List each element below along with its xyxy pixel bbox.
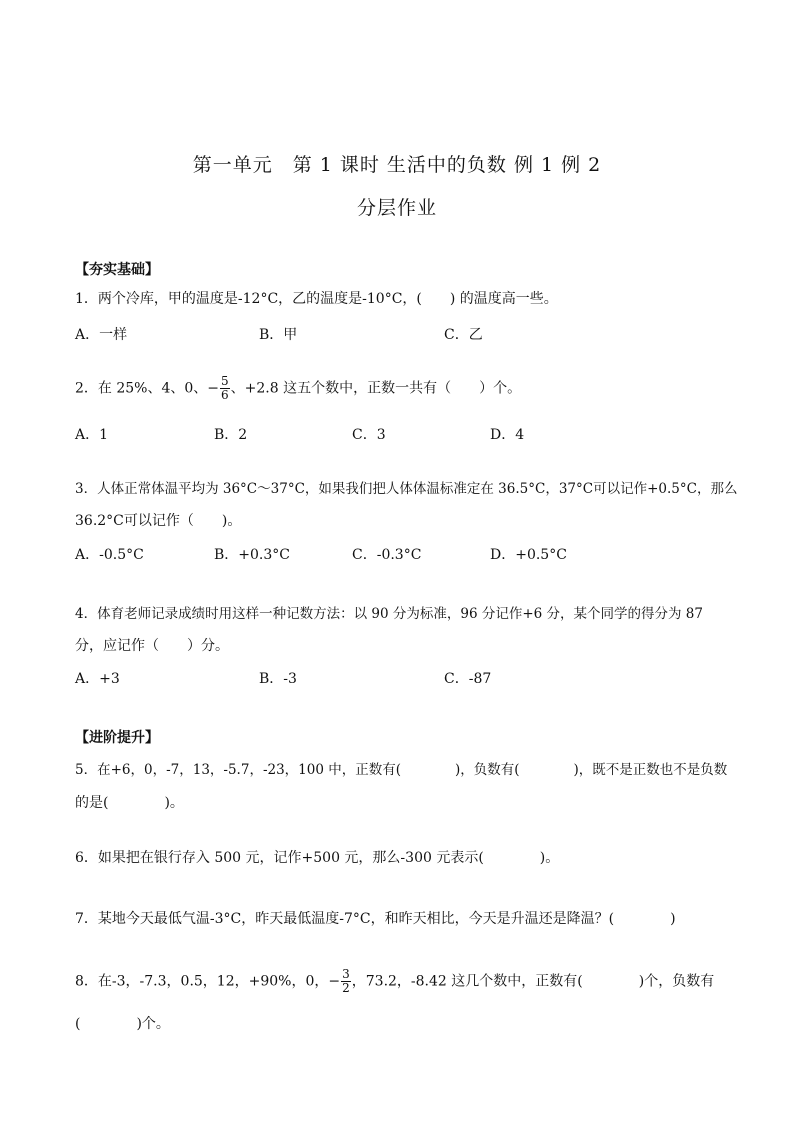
q4-option-a: A．+3 — [75, 671, 120, 687]
q8-fraction-numerator: 3 — [342, 967, 350, 981]
question-4-line-1: 4．体育老师记录成绩时用这样一种记数方法：以 90 分为标准，96 分记作+6 分，某个同学的得分为 87 — [75, 606, 703, 622]
q8-fraction — [341, 968, 351, 995]
q2-fraction — [220, 375, 230, 402]
question-8-line-1 — [75, 968, 714, 995]
q2-text-after: 、+2.8 这五个数中，正数一共有（ ）个。 — [230, 380, 522, 397]
section-basic-heading: 【夯实基础】 — [75, 262, 159, 278]
q3-option-d: D．+0.5°C — [490, 547, 567, 563]
q2-minus-sign: − — [207, 380, 220, 397]
q2-fraction-numerator: 5 — [221, 374, 229, 388]
question-5-line-1: 5．在+6，0，-7，13，-5.7，-23，100 中，正数有( )，负数有( )，既不是正数也不是负数 — [75, 762, 728, 778]
question-3-line-2: 36.2°C可以记作（ )。 — [75, 513, 242, 529]
question-6: 6．如果把在银行存入 500 元，记作+500 元，那么-300 元表示( )。 — [75, 850, 560, 866]
q1-option-c: C．乙 — [444, 327, 483, 343]
q1-option-a: A．一样 — [75, 327, 128, 343]
q2-option-c: C．3 — [352, 427, 386, 443]
question-5-line-2: 的是( )。 — [75, 795, 184, 811]
q8-text-before: 8．在-3，-7.3，0.5，12，+90%，0， — [75, 973, 329, 990]
q2-option-d: D．4 — [490, 427, 525, 443]
q1-option-b: B．甲 — [259, 327, 298, 343]
q4-option-b: B．-3 — [259, 671, 297, 687]
q3-option-c: C．-0.3°C — [352, 547, 422, 563]
q8-minus-sign: − — [328, 973, 341, 990]
q8-fraction-denominator: 2 — [342, 981, 350, 995]
question-3-line-1: 3．人体正常体温平均为 36°C～37°C，如果我们把人体体温标准定在 36.5°C，37°C可以记作+0.5°C，那么 — [75, 481, 738, 497]
question-2 — [75, 375, 521, 402]
q2-fraction-denominator: 6 — [221, 388, 229, 402]
q3-option-a: A．-0.5°C — [75, 547, 144, 563]
section-advanced-heading: 【进阶提升】 — [75, 730, 159, 746]
q3-option-b: B．+0.3°C — [214, 547, 290, 563]
q2-option-b: B．2 — [214, 427, 248, 443]
question-8-line-2: ( )个。 — [75, 1016, 170, 1032]
q4-option-c: C．-87 — [444, 671, 492, 687]
question-4-line-2: 分，应记作（ ）分。 — [75, 638, 229, 654]
page-title: 第一单元 第 1 课时 生活中的负数 例 1 例 2 — [192, 154, 602, 176]
q2-text-before: 2．在 25%、4、0、 — [75, 380, 208, 397]
q8-text-after: ，73.2，-8.42 这几个数中，正数有( )个，负数有 — [351, 973, 715, 990]
question-7: 7．某地今天最低气温-3°C，昨天最低温度-7°C，和昨天相比，今天是升温还是降温？( ) — [75, 911, 676, 927]
question-1: 1．两个冷库，甲的温度是-12°C，乙的温度是-10°C，( ) 的温度高一些。 — [75, 291, 558, 307]
page-subtitle: 分层作业 — [356, 197, 437, 219]
q2-option-a: A．1 — [75, 427, 109, 443]
